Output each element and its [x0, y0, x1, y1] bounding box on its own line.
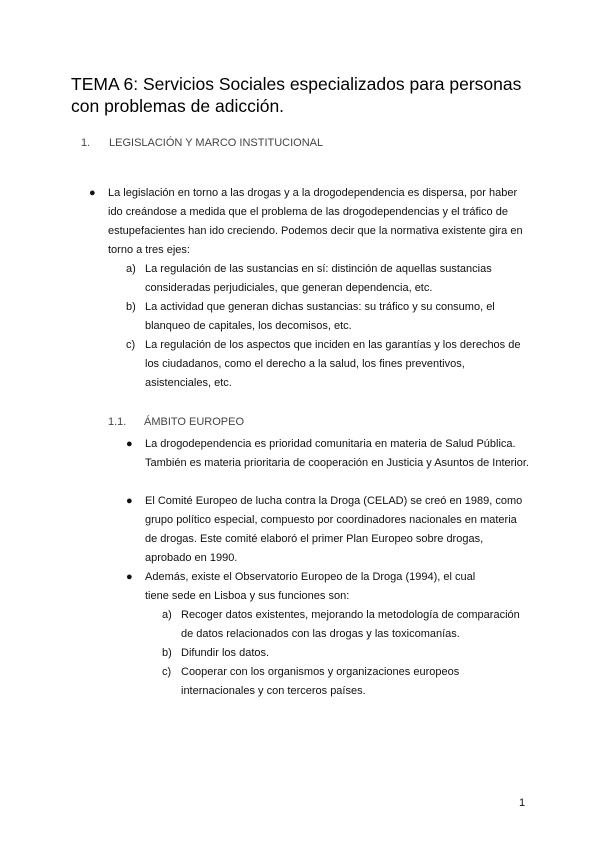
bullet-icon: ● — [89, 187, 96, 199]
subsection-title: ÁMBITO EUROPEO — [144, 416, 245, 428]
list-label: c) — [162, 666, 172, 678]
list-item: La actividad que generan dichas sustancias: su tráfico y su consumo, el blanqueo de capitales, los decomisos, etc. — [145, 301, 495, 332]
subsection-number: 1.1. — [108, 416, 127, 428]
list-label: b) — [126, 301, 136, 313]
list-item: La regulación de los aspectos que inciden en las garantías y los derechos de los ciudadanos, como el derecho a la salud, los fines preventivos, asistenciales, etc. — [145, 339, 521, 389]
list-label: a) — [126, 263, 136, 275]
page-number: 1 — [519, 797, 526, 809]
list-label: a) — [162, 609, 172, 621]
section-number: 1. — [81, 137, 91, 149]
list-item: Difundir los datos. — [181, 647, 270, 659]
bullet-icon: ● — [126, 438, 133, 450]
section-heading-legislacion — [81, 137, 323, 149]
list-item: Recoger datos existentes, mejorando la metodología de comparación de datos relacionados con las drogas y las toxicomanías. — [181, 609, 520, 640]
bullet-paragraph: El Comité Europeo de lucha contra la Droga (CELAD) se creó en 1989, como grupo político especial, compuesto por coordinadores nacionales en materia de drogas. Este comité elaboró el primer Plan Europeo sobre drogas, aprobado en 1990. — [145, 495, 523, 564]
list-item: La regulación de las sustancias en sí: distinción de aquellas sustancias consideradas perjudiciales, que generan dependencia, etc. — [145, 263, 492, 294]
bullet-icon: ● — [126, 571, 133, 583]
bullet-paragraph: Además, existe el Observatorio Europeo de la Droga (1994), el cual tiene sede en Lisboa y sus funciones son: — [145, 571, 476, 602]
intro-paragraph: La legislación en torno a las drogas y a la drogodependencia es dispersa, por haber ido creándose a medida que el problema de las drogodependencias y el tráfico de estupefacientes han ido creciendo. Podemos decir que la normativa existente gira en torno a tres ejes: — [108, 187, 523, 256]
list-label: c) — [126, 339, 136, 351]
page-title: TEMA 6: Servicios Sociales especializados para personas con problemas de adicción. — [71, 74, 522, 116]
list-label: b) — [162, 647, 172, 659]
list-item: Cooperar con los organismos y organizaciones europeos internacionales y con terceros países. — [181, 666, 460, 697]
bullet-icon: ● — [126, 495, 133, 507]
bullet-paragraph: La drogodependencia es prioridad comunitaria en materia de Salud Pública. También es materia prioritaria de cooperación en Justicia y Asuntos de Interior. — [145, 438, 529, 469]
subsection-heading-ambito-europeo — [108, 416, 244, 428]
section-title: LEGISLACIÓN Y MARCO INSTITUCIONAL — [109, 137, 324, 149]
